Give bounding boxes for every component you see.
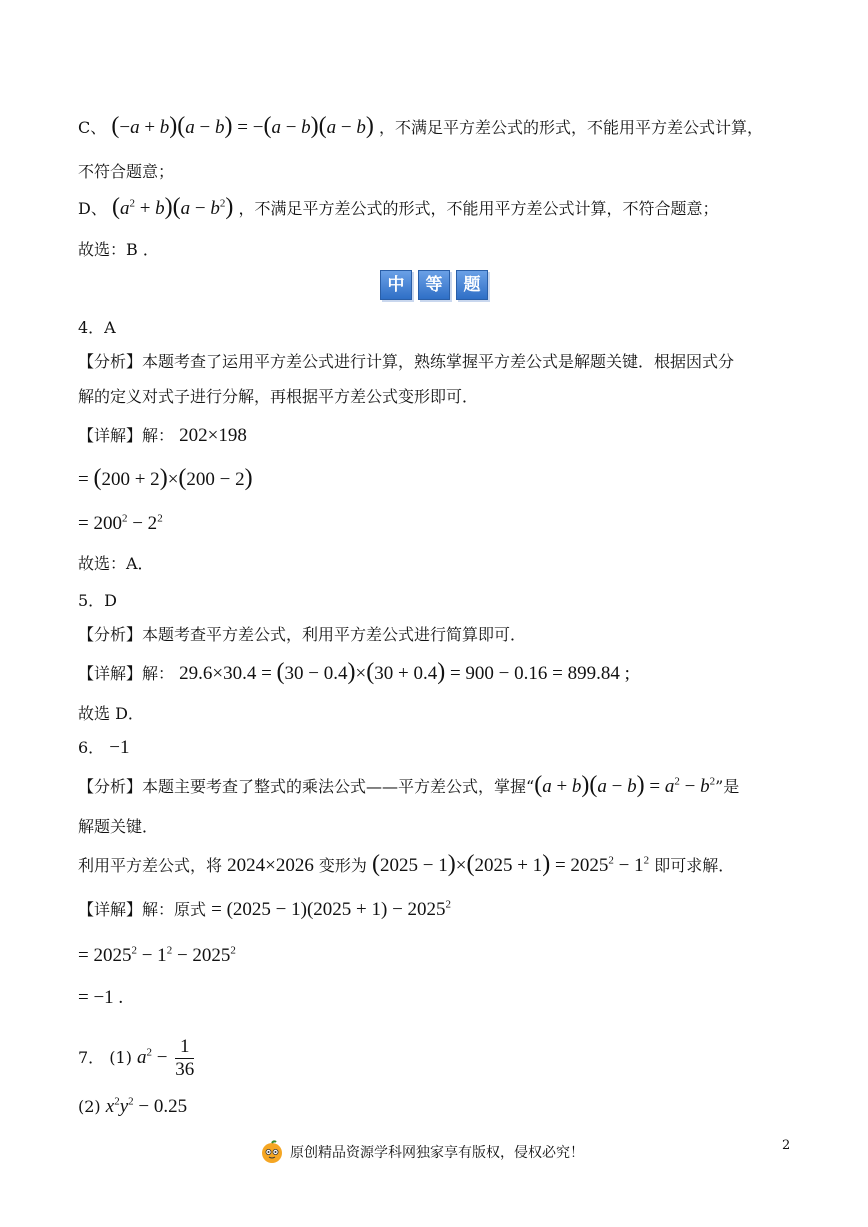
q6-use-line	[78, 852, 734, 878]
option-d-expression: $(a^2 + b)(a - b^2)$	[111, 194, 234, 220]
option-d-label: D、	[78, 199, 107, 218]
q6-use-3: 即可求解．	[654, 856, 735, 875]
q7-line-2	[78, 1095, 187, 1119]
copyright-text: 原创精品资源学科网独家享有版权，侵权必究！	[290, 1145, 584, 1161]
q6-step-2: = −1 .	[78, 987, 124, 1008]
q6-use-2: 变形为	[318, 856, 367, 875]
option-d-text: ，不满足平方差公式的形式，不能用平方差公式计算，不符合题意；	[238, 199, 719, 218]
q7-line-1	[78, 1036, 197, 1081]
option-c-text: ，不满足平方差公式的形式，不能用平方差公式计算，	[378, 118, 763, 137]
option-c-label: C、	[78, 118, 107, 137]
q7-part-1-label: (1)	[109, 1047, 132, 1067]
q5-analysis: 【分析】本题考查平方差公式，利用平方差公式进行简算即可．	[78, 625, 527, 644]
q4-detail-line	[78, 424, 247, 448]
q4-answer: 4．A	[78, 318, 116, 337]
q6-transform: $(2025 - 1)\times(2025 + 1) = 2025^2 - 1^2$	[372, 851, 650, 877]
q6-detail-label: 【详解】解：原式	[78, 900, 207, 919]
footer	[260, 1140, 584, 1164]
q4-expression: 202×198	[179, 425, 247, 446]
q6-detail-line	[78, 898, 451, 922]
q6-analysis-2: 解题关键．	[78, 817, 159, 836]
q6-formula: $(a + b)(a - b) = a^2 - b^2$	[534, 772, 716, 798]
banner-char-1: 中	[380, 270, 412, 300]
q6-step-1: = $2025^2 - 1^2 - 2025^2$	[78, 944, 236, 966]
option-c-expression: (−a + b)(a − b) = −(a − b)(a − b)	[111, 113, 374, 139]
q6-label: 6．	[78, 738, 105, 757]
q7-label: 7．	[78, 1047, 105, 1067]
q4-step-2: = $200^2 - 2^2$	[78, 512, 163, 534]
orange-mascot-icon	[260, 1140, 284, 1164]
option-d-line	[78, 195, 718, 221]
section-banner	[380, 270, 488, 300]
q4-step-1: = (200 + 2)×(200 − 2)	[78, 465, 253, 491]
q6-analysis-1a: 【分析】本题主要考查了整式的乘法公式——平方差公式，掌握“	[78, 777, 535, 796]
q5-detail-line	[78, 660, 630, 686]
q4-detail-label: 【详解】解：	[78, 426, 175, 445]
choose-b: 故选：B ．	[78, 240, 159, 259]
option-c-line	[78, 114, 763, 140]
q6-product: 2024×2026	[227, 855, 314, 876]
q4-choose: 故选：A．	[78, 554, 154, 573]
q5-answer: 5．D	[78, 591, 118, 610]
q7-part-2-label: (2)	[78, 1097, 101, 1116]
q6-step-0: = $(2025 - 1)(2025 + 1) - 2025^2$	[211, 898, 452, 920]
option-c-text-2: 不符合题意；	[78, 162, 175, 181]
q5-choose: 故选 D．	[78, 704, 144, 723]
banner-char-3: 题	[456, 270, 488, 300]
q7-part-2-expression: $x^2y^2 - 0.25$	[105, 1095, 188, 1117]
q4-analysis-2: 解的定义对式子进行分解，再根据平方差公式变形即可．	[78, 387, 479, 406]
q7-part-1-expression: $a^2$ − $\frac{1}{36}$	[137, 1036, 195, 1080]
q5-detail-label: 【详解】解：	[78, 664, 175, 683]
q5-expression: 29.6×30.4 = (30 − 0.4)×(30 + 0.4) = 900 − 0.16 = 899.84 ;	[179, 659, 630, 685]
q6-answer-line	[78, 736, 130, 760]
q6-answer: −1	[109, 737, 130, 758]
q6-use-1: 利用平方差公式，将	[78, 856, 223, 875]
banner-char-2: 等	[418, 270, 450, 300]
page-number: 2	[782, 1138, 791, 1153]
q6-analysis-1b: ”是	[715, 777, 740, 796]
q6-analysis-line-1	[78, 773, 739, 799]
q4-analysis-1: 【分析】本题考查了运用平方差公式进行计算，熟练掌握平方差公式是解题关键．根据因式分	[78, 352, 735, 371]
